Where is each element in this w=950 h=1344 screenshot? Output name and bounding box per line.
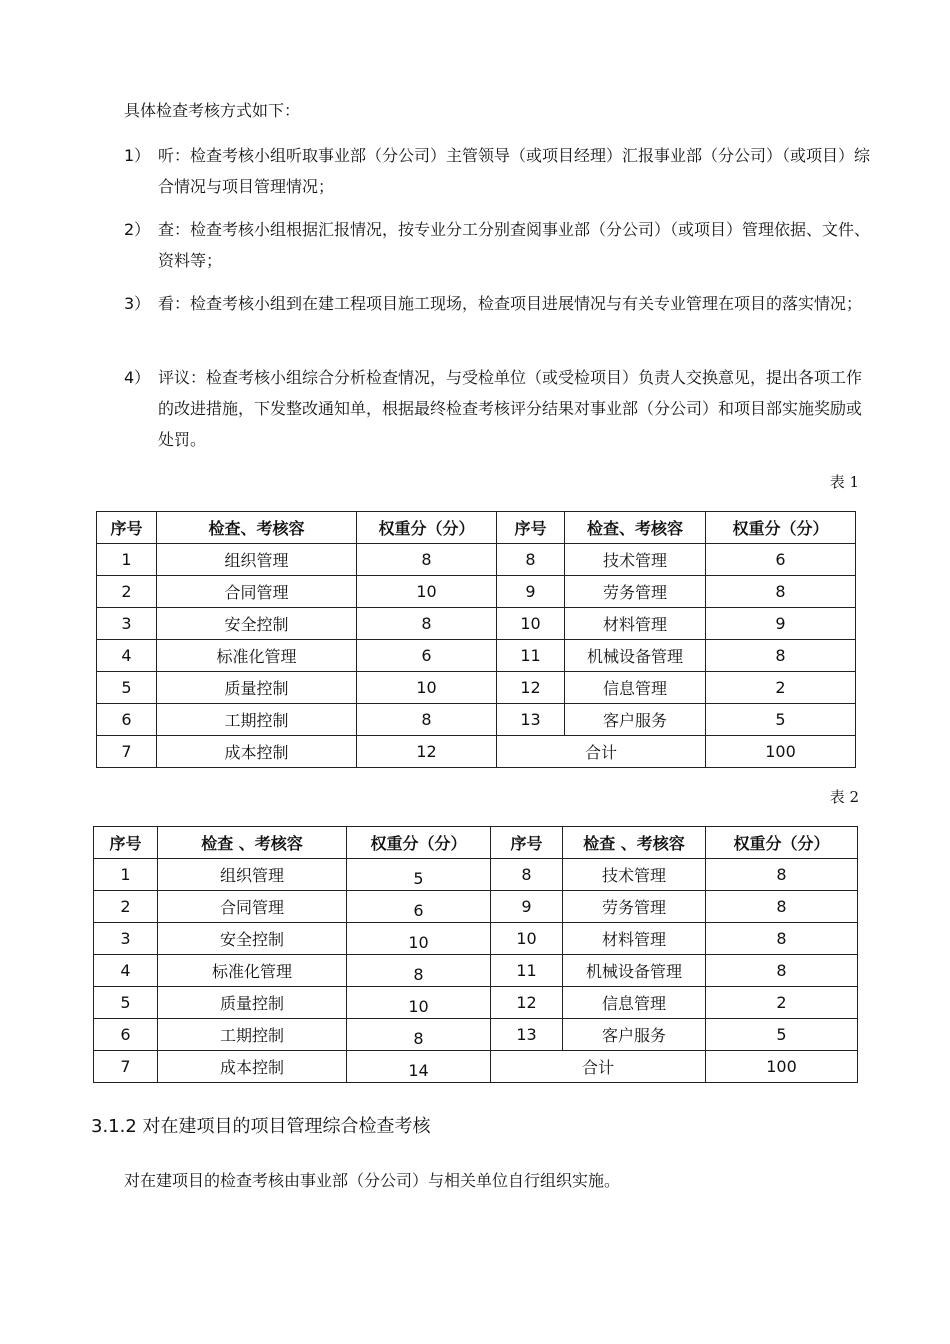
table-cell: 8 (706, 576, 856, 608)
header-cell: 检查 、考核容 (158, 827, 347, 859)
table-cell: 组织管理 (158, 859, 347, 891)
header-cell: 权重分（分） (706, 827, 858, 859)
table-cell: 8 (706, 859, 858, 891)
table-cell: 技术管理 (565, 544, 706, 576)
table-cell: 7 (97, 736, 157, 768)
table-row (94, 859, 858, 891)
list-item (124, 362, 874, 455)
table-cell: 10 (357, 672, 497, 704)
table-cell (347, 1051, 491, 1083)
table-cell: 劳务管理 (565, 576, 706, 608)
header-cell: 序号 (94, 827, 158, 859)
total-label-cell: 合计 (491, 1051, 706, 1083)
table-row (94, 923, 858, 955)
table-total-row (94, 1051, 858, 1083)
total-value-cell: 100 (706, 1051, 858, 1083)
table-cell: 9 (497, 576, 565, 608)
header-cell: 序号 (491, 827, 563, 859)
header-cell: 序号 (497, 512, 565, 544)
table-cell: 6 (94, 1019, 158, 1051)
total-value-cell: 100 (706, 736, 856, 768)
table-cell: 工期控制 (157, 704, 357, 736)
table-cell (347, 987, 491, 1019)
table-cell: 材料管理 (565, 608, 706, 640)
table-row (94, 955, 858, 987)
table-header-row (94, 827, 858, 859)
table-cell: 客户服务 (565, 704, 706, 736)
list-item-number: 1） (124, 146, 151, 165)
table-cell: 8 (706, 640, 856, 672)
list-item-text: 查：检查考核小组根据汇报情况，按专业分工分别查阅事业部（分公司）（或项目）管理依据、文件、资料等； (158, 220, 871, 270)
table-cell: 客户服务 (563, 1019, 706, 1051)
table-row (97, 672, 856, 704)
table-cell: 机械设备管理 (565, 640, 706, 672)
table-cell: 安全控制 (157, 608, 357, 640)
table-cell: 4 (94, 955, 158, 987)
cell-value: 5 (413, 869, 424, 888)
table-cell: 5 (97, 672, 157, 704)
list-item-number: 4） (124, 368, 151, 387)
table-total-row (97, 736, 856, 768)
table-cell (347, 923, 491, 955)
table-cell: 5 (706, 704, 856, 736)
table-cell: 7 (94, 1051, 158, 1083)
table-row (97, 608, 856, 640)
list-item-number: 2） (124, 220, 151, 239)
table-cell: 6 (706, 544, 856, 576)
table-cell: 2 (706, 987, 858, 1019)
header-cell: 检查、考核容 (157, 512, 357, 544)
header-cell: 权重分（分） (347, 827, 491, 859)
header-cell: 权重分（分） (706, 512, 856, 544)
table-cell: 10 (357, 576, 497, 608)
intro-text: 具体检查考核方式如下： (124, 101, 301, 120)
table-cell: 2 (94, 891, 158, 923)
table-cell: 12 (491, 987, 563, 1019)
table-row (94, 891, 858, 923)
table-cell: 5 (94, 987, 158, 1019)
table-row (97, 544, 856, 576)
table1-caption: 表 1 (829, 473, 859, 491)
table-cell: 3 (97, 608, 157, 640)
table-cell: 8 (706, 955, 858, 987)
list-item (124, 140, 874, 202)
list-item-number: 3） (124, 294, 151, 313)
table-cell: 6 (97, 704, 157, 736)
header-cell: 检查 、考核容 (563, 827, 706, 859)
list-item (124, 214, 874, 276)
table-cell: 8 (706, 923, 858, 955)
table-1 (96, 511, 856, 768)
header-cell: 检查、考核容 (565, 512, 706, 544)
header-cell: 权重分（分） (357, 512, 497, 544)
table-row (94, 987, 858, 1019)
table-cell: 1 (97, 544, 157, 576)
section-heading: 3.1.2 对在建项目的项目管理综合检查考核 (91, 1116, 431, 1137)
table-cell: 6 (357, 640, 497, 672)
table-cell: 劳务管理 (563, 891, 706, 923)
table-cell: 9 (491, 891, 563, 923)
table-cell: 安全控制 (158, 923, 347, 955)
table-row (97, 704, 856, 736)
table-cell: 12 (497, 672, 565, 704)
table-cell: 9 (706, 608, 856, 640)
table-cell (347, 955, 491, 987)
table-cell: 8 (357, 704, 497, 736)
table-cell: 1 (94, 859, 158, 891)
table-cell: 11 (491, 955, 563, 987)
table-cell: 标准化管理 (158, 955, 347, 987)
table2-caption: 表 2 (829, 788, 859, 806)
table-cell (347, 891, 491, 923)
table-cell: 成本控制 (158, 1051, 347, 1083)
list-item-text: 评议：检查考核小组综合分析检查情况，与受检单位（或受检项目）负责人交换意见，提出各项工作的改进措施，下发整改通知单，根据最终检查考核评分结果对事业部（分公司）和项目部实施奖励或处罚。 (158, 368, 863, 449)
table-cell: 8 (706, 891, 858, 923)
cell-value: 6 (413, 901, 424, 920)
table-cell: 质量控制 (157, 672, 357, 704)
table-cell: 合同管理 (158, 891, 347, 923)
cell-value: 8 (413, 965, 424, 984)
table-header-row (97, 512, 856, 544)
table-cell: 2 (97, 576, 157, 608)
table-cell: 组织管理 (157, 544, 357, 576)
table-cell: 3 (94, 923, 158, 955)
table-cell: 13 (491, 1019, 563, 1051)
header-cell: 序号 (97, 512, 157, 544)
table-cell: 8 (497, 544, 565, 576)
table-cell: 5 (706, 1019, 858, 1051)
table-cell: 8 (357, 608, 497, 640)
list-item (124, 288, 874, 319)
table-cell: 信息管理 (565, 672, 706, 704)
table-cell: 工期控制 (158, 1019, 347, 1051)
table-cell: 10 (491, 923, 563, 955)
table-2 (93, 826, 858, 1083)
table-cell: 机械设备管理 (563, 955, 706, 987)
table-cell: 质量控制 (158, 987, 347, 1019)
table-row (94, 1019, 858, 1051)
table-cell: 2 (706, 672, 856, 704)
cell-value: 8 (413, 1029, 424, 1048)
cell-value: 10 (408, 997, 429, 1016)
table-cell (347, 859, 491, 891)
table-row (97, 640, 856, 672)
table-cell: 标准化管理 (157, 640, 357, 672)
total-label-cell: 合计 (497, 736, 706, 768)
table-cell: 合同管理 (157, 576, 357, 608)
table-cell: 技术管理 (563, 859, 706, 891)
table-cell: 11 (497, 640, 565, 672)
cell-value: 14 (408, 1061, 429, 1080)
body-paragraph: 对在建项目的检查考核由事业部（分公司）与相关单位自行组织实施。 (124, 1171, 621, 1190)
table-cell: 成本控制 (157, 736, 357, 768)
list-item-text: 听：检查考核小组听取事业部（分公司）主管领导（或项目经理）汇报事业部（分公司）（或项目）综合情况与项目管理情况； (158, 146, 871, 196)
table-cell: 12 (357, 736, 497, 768)
table-cell: 8 (357, 544, 497, 576)
cell-value: 10 (408, 933, 429, 952)
table-cell (347, 1019, 491, 1051)
table-cell: 13 (497, 704, 565, 736)
table-cell: 10 (497, 608, 565, 640)
table-cell: 4 (97, 640, 157, 672)
table-cell: 材料管理 (563, 923, 706, 955)
table-cell: 8 (491, 859, 563, 891)
table-cell: 信息管理 (563, 987, 706, 1019)
list-item-text: 看：检查考核小组到在建工程项目施工现场，检查项目进展情况与有关专业管理在项目的落实情况； (158, 294, 863, 313)
table-row (97, 576, 856, 608)
